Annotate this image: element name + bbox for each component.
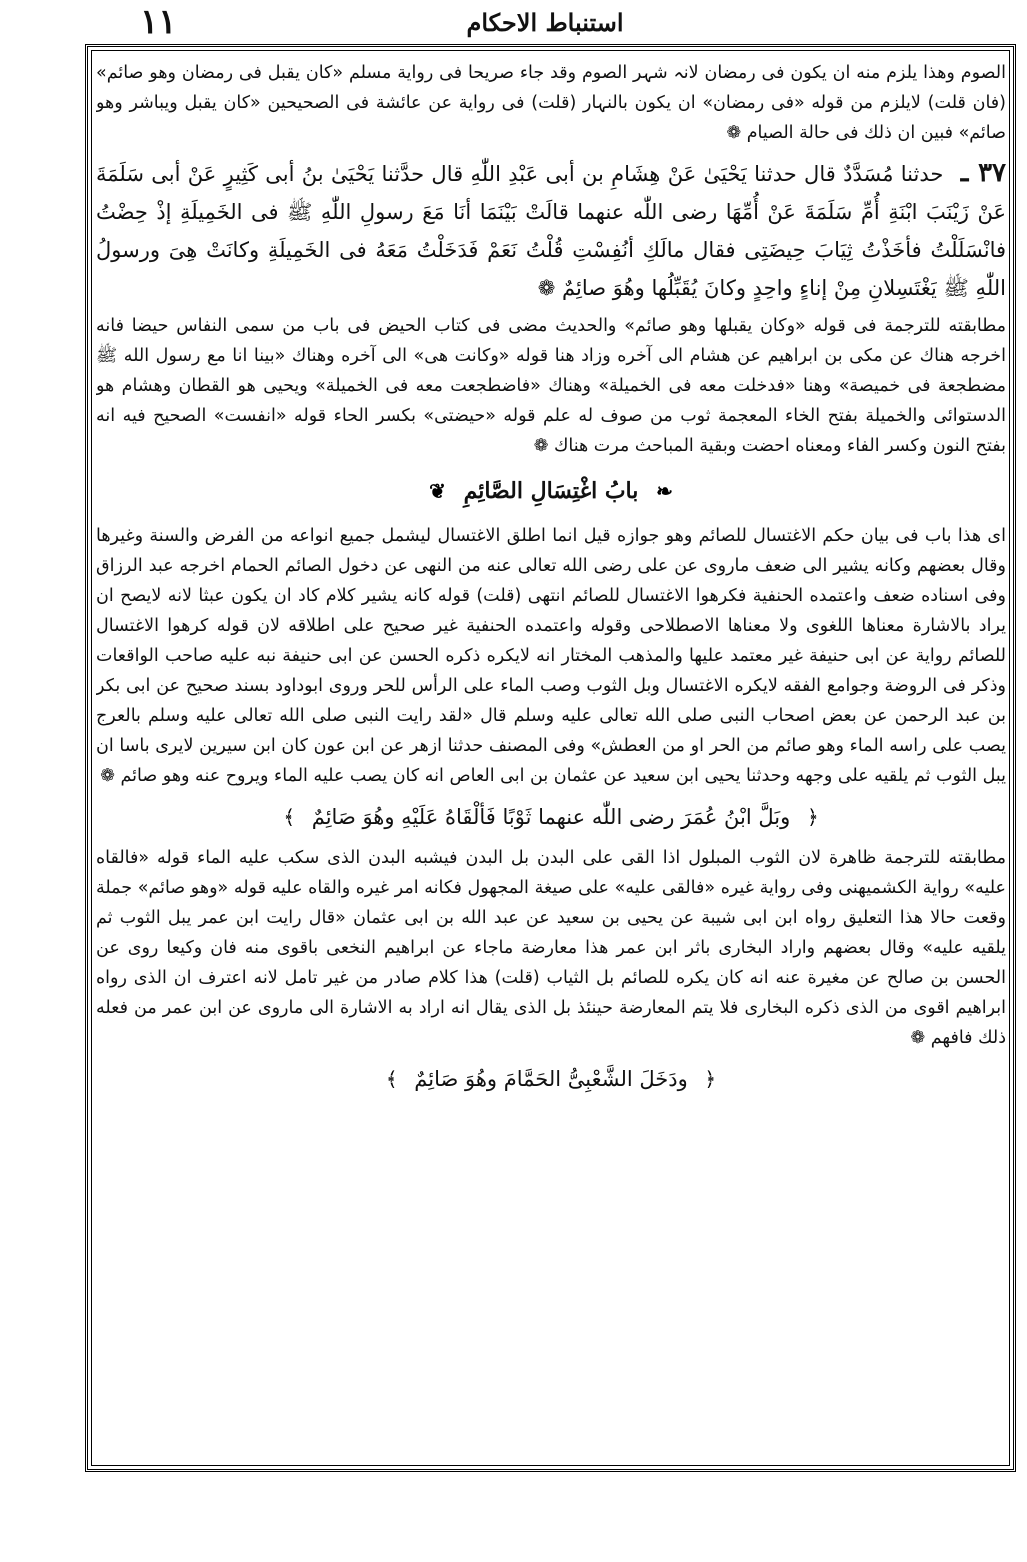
quoted-report-1	[96, 797, 1006, 837]
chapter-heading-text: بابُ اغْتِسَالِ الصَّائِمِ	[463, 478, 639, 504]
bracket-open-icon: ﴿	[806, 805, 819, 829]
chapter-heading	[96, 471, 1006, 511]
commentary-paragraph-3: مطابقته للترجمة ظاهرة لان الثوب المبلول اذا القی علی البدن بل البدن فیشبه البدن الذی سکب علیه الماء قوله «فالقاه علیه» روایة الکشمیهنی وفی روایة غیره «فالقی علیه» علی صیغة المجهول فکانه امر غیره والقاه علیه قوله «وهو صائم» جملة وقعت حالا هذا التعلیق رواه ابن ابی شیبة عن یحیی بن سعید عن عبد الله بن ابی عثمان «قال رایت ابن عمر یبل الثوب ثم یلقیه علیه» وقال بعضهم واراد البخاری باثر ابن عمر هذا معارضة ماجاء عن ابراهیم النخعی باقوی منه فان وکیعا روی عن الحسن بن صالح عن مغیرة عنه انه کان یکره للصائم بل الثیاب (قلت) هذا کلام صادر من غیر تامل لانه اعترف ان الذی رواه ابراهیم اقوی من الذی ذکره البخاری فلا یتم المعارضة حینئذ بل الذی یقال انه اراد به الاشارة الی ماروی عن ابن عمر من فعله ذلك فافهم ❁	[96, 848, 1006, 1048]
quoted-report-2	[96, 1059, 1006, 1099]
bracket-close-icon: ﴾	[385, 1067, 398, 1091]
page-header	[80, 2, 1010, 44]
quoted-report-1-text: وبَلَّ ابْنُ عُمَرَ رضی اللّٰه عنهما ثَوْبًا فَألْقَاهُ عَلَیْهِ وهُوَ صَائِمٌ	[311, 805, 791, 829]
bracket-close-icon: ﴾	[283, 805, 296, 829]
hadith-text: حدثنا مُسَدَّدٌ قال حدثنا یَحْیَیٰ عَنْ هِشَامِ بن أبی عَبْدِ اللّٰهِ قال حدَّثنا یَحْیَیٰ بنُ أبی کَثِیرٍ عَنْ أبی سَلَمَةَ عَنْ زَیْنَبَ ابْنَةِ أُمِّ سَلَمَةَ عَنْ أُمِّهَا رضی اللّٰه عنهما قالَتْ بَیْنَمَا أنَا مَعَ رسولِ اللّٰهِ ﷺ فی الخَمِیلَةِ إذْ حِضْتُ فانْسَلَلْتُ فأخَذْتُ ثِیَابَ حِیضَتِی فقال مالَكِ أنُفِسْتِ قُلْتُ نَعَمْ فَدَخَلْتُ مَعَهُ فی الخَمِیلَةِ وکانَتْ هِیَ ورسولُ اللّٰهِ ﷺ یَغْتَسِلانِ مِنْ إناءٍ واحِدٍ وکانَ یُقَبِّلُها وهُوَ صائِمٌ ❁	[96, 162, 1006, 300]
quoted-report-2-text: ودَخَلَ الشَّعْبِیُّ الحَمَّامَ وهُوَ صَائِمٌ	[414, 1067, 688, 1091]
page-number: ١١	[140, 2, 177, 42]
ornament-left-icon: ❦	[429, 479, 446, 503]
running-title: استنباط الاحکام	[466, 8, 624, 37]
commentary-paragraph-2: ای هذا باب فی بیان حکم الاغتسال للصائم وهو جوازه قیل انما اطلق الاغتسال لیشمل جمیع انواعه من الفرض والسنة وغیرها وقال بعضهم وکانه یشیر الی ضعف ماروی عن علی رضی الله تعالی عنه من النهی عن دخول الصائم الحمام اخرجه عبد الرزاق وفی اسناده ضعف واعتمده الحنفیة فکرهوا الاغتسال للصائم انتهی (قلت) قوله کانه یشیر کلام کاد ان یکون عبثا لانه لایصح ان یراد بالاشارة معناها اللغوی ولا معناها الاصطلاحی وقوله واعتمده الحنفیة غیر صحیح علی اطلاقه لان قوله کرهوا الاغتسال للصائم روایة عن ابی حنیفة غیر معتمد علیها والمذهب المختار انه لایکره ذکره الحسن عن ابی حنیفة نبه علیه صاحب الواقعات وذکر فی الروضة وجوامع الفقه لایکره الاغتسال وبل الثوب وصب الماء علی الرأس للحر وروی ابوداود بسند صحیح عن ابی بکر بن عبد الرحمن عن بعض اصحاب النبی صلی الله تعالی علیه وسلم قال «لقد رایت النبی صلی الله تعالی علیه وسلم بالعرج یصب علی راسه الماء وهو صائم من الحر او من العطش» وفی المصنف حدثنا ازهر عن ابن عون کان ابن سیرین لایری باسا ان یبل الثوب ثم یلقیه علی وجهه وحدثنا یحیی ابن سعید عن عثمان بن ابی العاص انه کان یصب علیه الماء ویروح عنه وهو صائم ❁	[96, 526, 1006, 786]
text-body	[96, 58, 1006, 1458]
intro-paragraph: الصوم وهذا یلزم منه ان یکون فی رمضان لانہ شہر الصوم وقد جاء صریحا فی روایة مسلم «کان یقبل فی رمضان وهو صائم» (فان قلت) لایلزم من قوله «فی رمضان» ان یکون بالنہار (قلت) فی روایة عن عائشة فی الصحیحین «کان یقبل ویباشر وهو صائم» فبین ان ذلك فی حالة الصیام ❁	[96, 63, 1006, 143]
ornament-right-icon: ❧	[656, 479, 673, 503]
hadith-paragraph	[96, 154, 1006, 307]
commentary-paragraph-1: مطابقته للترجمة فی قوله «وکان یقبلها وهو صائم» والحدیث مضی فی کتاب الحیض فی باب من سمی النفاس حیضا فانه اخرجه هناك عن مکی بن ابراهیم عن هشام الی آخره وزاد هنا قوله «وکانت هی» الی آخره وهناك «بینا انا مع رسول الله ﷺ مضطجعة فی خمیصة» وهنا «فدخلت معه فی الخمیلة» وهناك «فاضطجعت معه فی الخمیلة» ویحیی هو القطان وهشام هو الدستوائی والخمیلة بفتح الخاء المعجمة ثوب من صوف له علم قوله «حیضتی» بکسر الحاء قوله «انفست» الصحیح فیه انه بفتح النون وکسر الفاء ومعناه احضت وبقیة المباحث مرت هناك ❁	[96, 316, 1006, 456]
hadith-number: ٣٧ ـ	[960, 158, 1006, 188]
bracket-open-icon: ﴿	[704, 1067, 717, 1091]
